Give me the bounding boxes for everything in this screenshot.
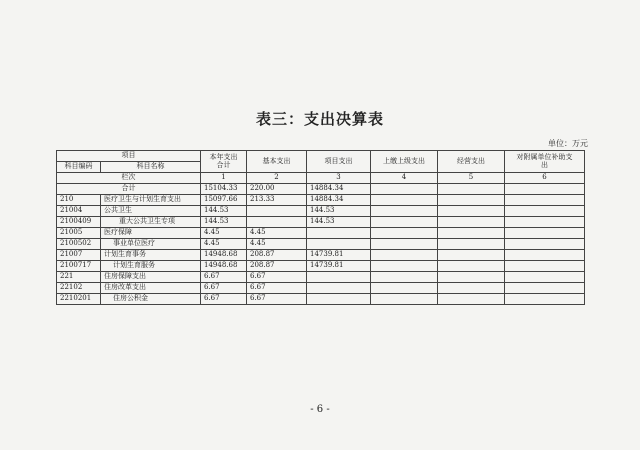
lanci-num: 4 [371, 173, 438, 184]
row-name: 计划生育服务 [101, 261, 201, 272]
row-value [371, 239, 438, 250]
total-row [57, 184, 585, 195]
header-subsidy-line2: 出 [541, 160, 548, 169]
row-code: 22102 [57, 283, 101, 294]
page-number: - 6 - [310, 404, 330, 415]
row-value [247, 206, 307, 217]
row-value [438, 261, 505, 272]
row-value: 208.87 [247, 261, 307, 272]
total-cell: 14884.34 [307, 184, 371, 195]
row-value [371, 195, 438, 206]
lanci-label: 栏次 [57, 173, 201, 184]
header-business: 经营支出 [438, 151, 505, 173]
row-value: 6.67 [201, 294, 247, 305]
row-value [505, 217, 585, 228]
row-value: 14884.34 [307, 195, 371, 206]
row-value: 14739.81 [307, 250, 371, 261]
row-code: 2100717 [57, 261, 101, 272]
header-project: 项目 [57, 151, 201, 162]
total-cell [505, 184, 585, 195]
row-value: 14948.68 [201, 250, 247, 261]
header-total-line1: 本年支出 [209, 152, 238, 161]
row-value [438, 195, 505, 206]
row-value: 14948.68 [201, 261, 247, 272]
row-code: 21005 [57, 228, 101, 239]
lanci-num: 5 [438, 173, 505, 184]
row-code: 21004 [57, 206, 101, 217]
row-name: 事业单位医疗 [101, 239, 201, 250]
row-value: 144.53 [307, 206, 371, 217]
row-value [371, 261, 438, 272]
row-value [371, 250, 438, 261]
header-upper: 上缴上级支出 [371, 151, 438, 173]
row-value [307, 294, 371, 305]
row-code: 221 [57, 272, 101, 283]
row-value [371, 283, 438, 294]
header-row [57, 151, 585, 162]
row-value: 4.45 [201, 239, 247, 250]
row-value [438, 239, 505, 250]
row-value: 144.53 [201, 206, 247, 217]
row-value [505, 272, 585, 283]
row-name: 住房改革支出 [101, 283, 201, 294]
row-value [307, 228, 371, 239]
row-name: 计划生育事务 [101, 250, 201, 261]
header-total-line2: 合计 [216, 160, 231, 169]
table-row [57, 261, 585, 272]
table-row [57, 239, 585, 250]
row-value [371, 217, 438, 228]
row-value [371, 294, 438, 305]
row-value [505, 250, 585, 261]
row-value: 4.45 [201, 228, 247, 239]
total-cell [438, 184, 505, 195]
table-row [57, 272, 585, 283]
total-cell [371, 184, 438, 195]
row-name: 公共卫生 [101, 206, 201, 217]
header-subsidy [505, 151, 585, 173]
lanci-num: 2 [247, 173, 307, 184]
row-code: 2100409 [57, 217, 101, 228]
row-code: 2210201 [57, 294, 101, 305]
row-value [307, 272, 371, 283]
header-code: 科目编码 [57, 162, 101, 173]
total-cell: 220.00 [247, 184, 307, 195]
header-project-exp: 项目支出 [307, 151, 371, 173]
lanci-row [57, 173, 585, 184]
row-value [505, 261, 585, 272]
table-row [57, 250, 585, 261]
row-code: 21007 [57, 250, 101, 261]
total-cell: 15104.33 [201, 184, 247, 195]
row-value [505, 294, 585, 305]
row-value: 208.87 [247, 250, 307, 261]
table-row [57, 228, 585, 239]
table-row [57, 206, 585, 217]
row-value: 144.53 [307, 217, 371, 228]
row-value [438, 283, 505, 294]
row-value [438, 217, 505, 228]
table-row [57, 217, 585, 228]
row-value: 144.53 [201, 217, 247, 228]
row-value: 6.67 [247, 294, 307, 305]
row-name: 医疗保障 [101, 228, 201, 239]
row-value [505, 283, 585, 294]
header-name: 科目名称 [101, 162, 201, 173]
header-subsidy-line1: 对附属单位补助支 [516, 152, 573, 161]
row-value [247, 217, 307, 228]
row-value: 6.67 [201, 283, 247, 294]
row-value: 213.33 [247, 195, 307, 206]
row-value: 6.67 [247, 272, 307, 283]
row-code: 2100502 [57, 239, 101, 250]
row-value [438, 228, 505, 239]
table-row [57, 195, 585, 206]
row-value [505, 206, 585, 217]
row-value: 6.67 [247, 283, 307, 294]
row-value [307, 239, 371, 250]
header-total [201, 151, 247, 173]
row-value [371, 272, 438, 283]
row-name: 住房公积金 [101, 294, 201, 305]
row-name: 住房保障支出 [101, 272, 201, 283]
row-value [505, 228, 585, 239]
row-name: 重大公共卫生专项 [101, 217, 201, 228]
row-value: 4.45 [247, 239, 307, 250]
row-value [505, 239, 585, 250]
row-code: 210 [57, 195, 101, 206]
row-name: 医疗卫生与计划生育支出 [101, 195, 201, 206]
row-value [438, 206, 505, 217]
header-basic: 基本支出 [247, 151, 307, 173]
row-value [307, 283, 371, 294]
row-value [505, 195, 585, 206]
row-value [371, 228, 438, 239]
row-value [438, 250, 505, 261]
lanci-num: 3 [307, 173, 371, 184]
row-value: 14739.81 [307, 261, 371, 272]
expenditure-table [56, 150, 585, 305]
row-value: 4.45 [247, 228, 307, 239]
total-label: 合计 [57, 184, 201, 195]
page-title: 表三：支出决算表 [255, 110, 384, 128]
table-row [57, 283, 585, 294]
lanci-num: 6 [505, 173, 585, 184]
lanci-num: 1 [201, 173, 247, 184]
row-value: 15097.66 [201, 195, 247, 206]
row-value [438, 294, 505, 305]
table-row [57, 294, 585, 305]
unit-label: 单位：万元 [548, 139, 588, 148]
row-value: 6.67 [201, 272, 247, 283]
row-value [371, 206, 438, 217]
row-value [438, 272, 505, 283]
